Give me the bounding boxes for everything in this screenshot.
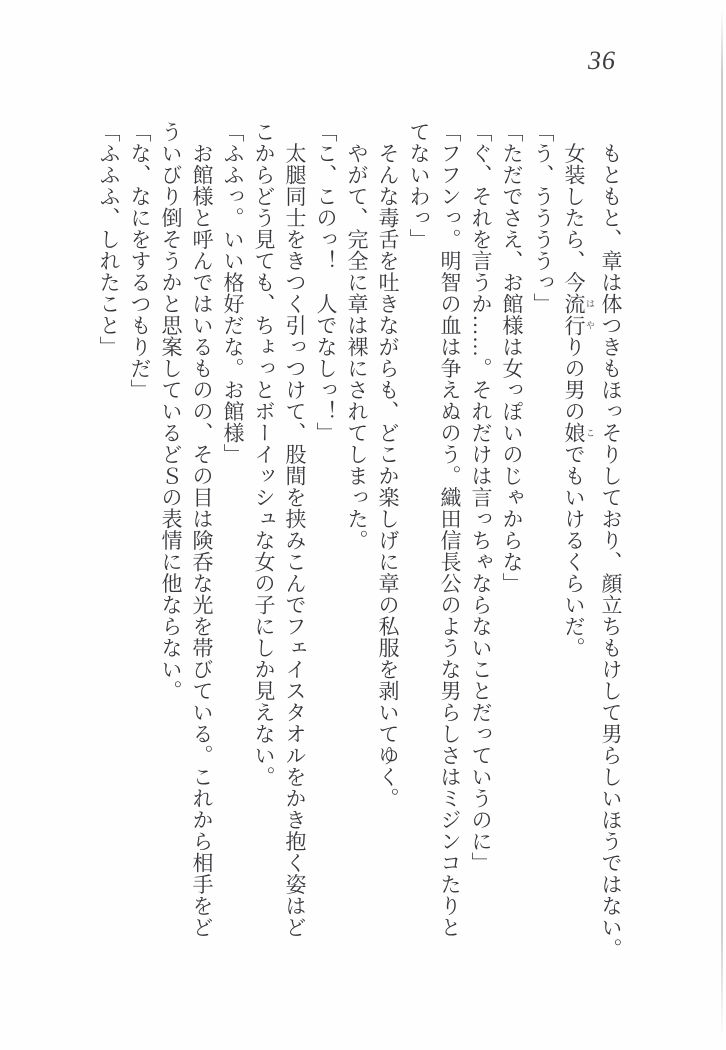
text-line: 太腿同士をきつく引っつけて、股間を挟みこんでフェイスタオルをかき抱く姿はど xyxy=(283,121,307,938)
furigana-ruby: 行 や xyxy=(562,314,595,336)
text-line: 「こ、このっ！ 人でなしっ！」 xyxy=(314,121,338,444)
text-line: お館様と呼んではいるものの、その目は険呑な光を帯びている。これから相手をど xyxy=(190,121,214,938)
text-line: てないわっ」 xyxy=(407,121,431,250)
text-line: 女装したら、今流 は行 やりの男の娘 こでもいけるくらいだ。 xyxy=(562,121,595,659)
text-line: やがて、完全に章は裸にされてしまった。 xyxy=(345,121,369,551)
text-line: もともと、章は体つきもほっそりしており、顔立ちもけして男らしいほうではない。 xyxy=(599,121,623,960)
text-block xyxy=(93,121,626,961)
text-line: こからどう見ても、ちょっとボーイッシュな女の子にしか見えない。 xyxy=(252,121,276,788)
text-line: 「ふふっ。いい格好だな。お館様」 xyxy=(221,121,245,465)
page-number: 36 xyxy=(588,46,616,75)
furigana-ruby: 娘 こ xyxy=(562,422,595,444)
text-line: 「う、ううううっ」 xyxy=(531,121,555,315)
text-line: 「ただでさえ、お館様は女っぽいのじゃからな」 xyxy=(500,121,524,594)
text-line: そんな毒舌を吐きながらも、どこか楽しげに章の私服を剥いてゆく。 xyxy=(376,121,400,809)
page-edge-line xyxy=(721,10,723,1040)
text-line: ういびり倒そうかと思案しているどＳの表情に他ならない。 xyxy=(159,121,183,702)
furigana-ruby: 流 は xyxy=(562,293,595,315)
text-line: 「な、なにをするつもりだ」 xyxy=(128,121,152,401)
text-line: 「ぐ、それを言うか……。それだけは言っちゃならないことだっていうのに」 xyxy=(469,121,493,874)
text-line: 「フフンっ。明智の血は争えぬのう。織田信長公のような男らしさはミジンコたりと xyxy=(438,121,462,938)
text-line: 「ふふふ、しれたこと」 xyxy=(97,121,121,358)
